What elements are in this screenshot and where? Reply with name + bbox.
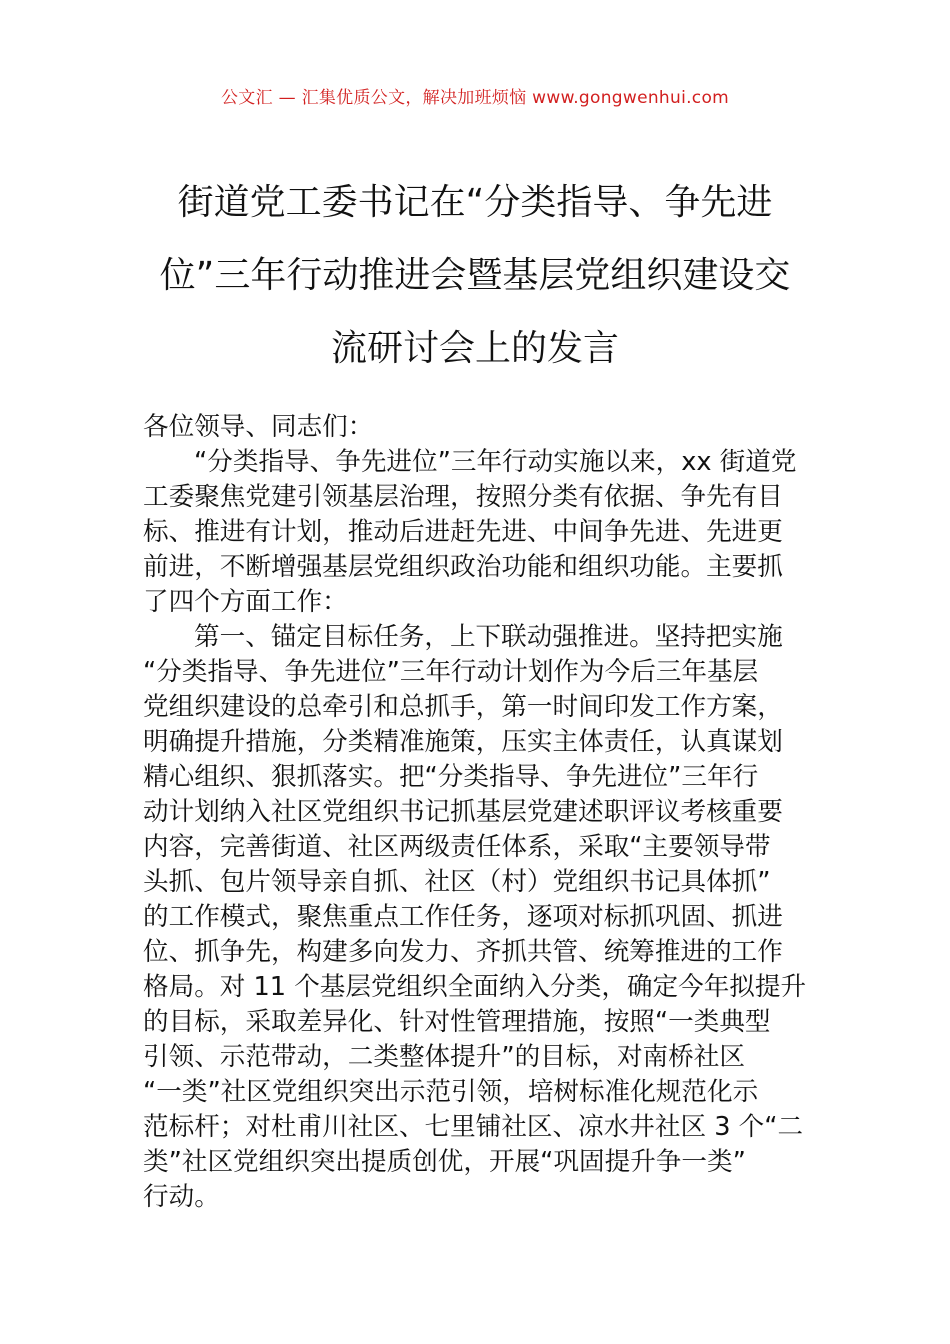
title-line: 流研讨会上的发言 (330, 328, 619, 369)
paragraph-line: 格局。对 11 个基层党组织全面纳入分类，确定今年拟提升 (143, 972, 807, 1002)
paragraph-line: 位、抓争先，构建多向发力、齐抓共管、统筹推进的工作 (143, 937, 783, 967)
paragraph-line: “分类指导、争先进位”三年行动实施以来，xx 街道党 (194, 447, 797, 477)
paragraph-line: 的目标，采取差异化、针对性管理措施，按照“一类典型 (143, 1007, 771, 1037)
title-line: 街道党工委书记在“分类指导、争先进 (177, 182, 773, 223)
document-title (120, 166, 830, 385)
paragraph-line: 行动。 (143, 1182, 220, 1212)
paragraph-intro (143, 445, 811, 620)
paragraph-line: 类”社区党组织突出提质创优，开展“巩固提升争一类” (143, 1147, 746, 1177)
paragraph-line: 标、推进有计划，推动后进赶先进、中间争先进、先进更 (143, 517, 783, 547)
paragraph-line: 引领、示范带动，二类整体提升”的目标，对南桥社区 (143, 1042, 745, 1072)
paragraph-line: 内容，完善街道、社区两级责任体系，采取“主要领导带 (143, 832, 771, 862)
title-line: 位”三年行动推进会暨基层党组织建设交 (159, 255, 791, 296)
paragraph-line: “分类指导、争先进位”三年行动计划作为今后三年基层 (143, 657, 759, 687)
paragraph-line: 前进，不断增强基层党组织政治功能和组织功能。主要抓 (143, 552, 783, 582)
paragraph-line: “一类”社区党组织突出示范引领，培树标准化规范化示 (143, 1077, 759, 1107)
header-banner: 公文汇 — 汇集优质公文，解决加班烦恼 www.gongwenhui.com (220, 88, 730, 108)
salutation: 各位领导、同志们： (143, 412, 374, 442)
paragraph-line: 范标杆；对杜甫川社区、七里铺社区、凉水井社区 3 个“二 (143, 1112, 804, 1142)
document-body (143, 410, 811, 1215)
paragraph-first-point (143, 620, 811, 1215)
paragraph-line: 党组织建设的总牵引和总抓手，第一时间印发工作方案， (143, 692, 783, 722)
paragraph-line: 了四个方面工作： (143, 587, 348, 617)
paragraph-line: 第一、锚定目标任务，上下联动强推进。坚持把实施 (194, 622, 783, 652)
paragraph-line: 工委聚焦党建引领基层治理，按照分类有依据、争先有目 (143, 482, 783, 512)
paragraph-line: 头抓、包片领导亲自抓、社区（村）党组织书记具体抓” (143, 867, 771, 897)
paragraph-line: 动计划纳入社区党组织书记抓基层党建述职评议考核重要 (143, 797, 783, 827)
paragraph-line: 明确提升措施，分类精准施策，压实主体责任，认真谋划 (143, 727, 783, 757)
paragraph-line: 的工作模式，聚焦重点工作任务，逐项对标抓巩固、抓进 (143, 902, 783, 932)
paragraph-line: 精心组织、狠抓落实。把“分类指导、争先进位”三年行 (143, 762, 759, 792)
